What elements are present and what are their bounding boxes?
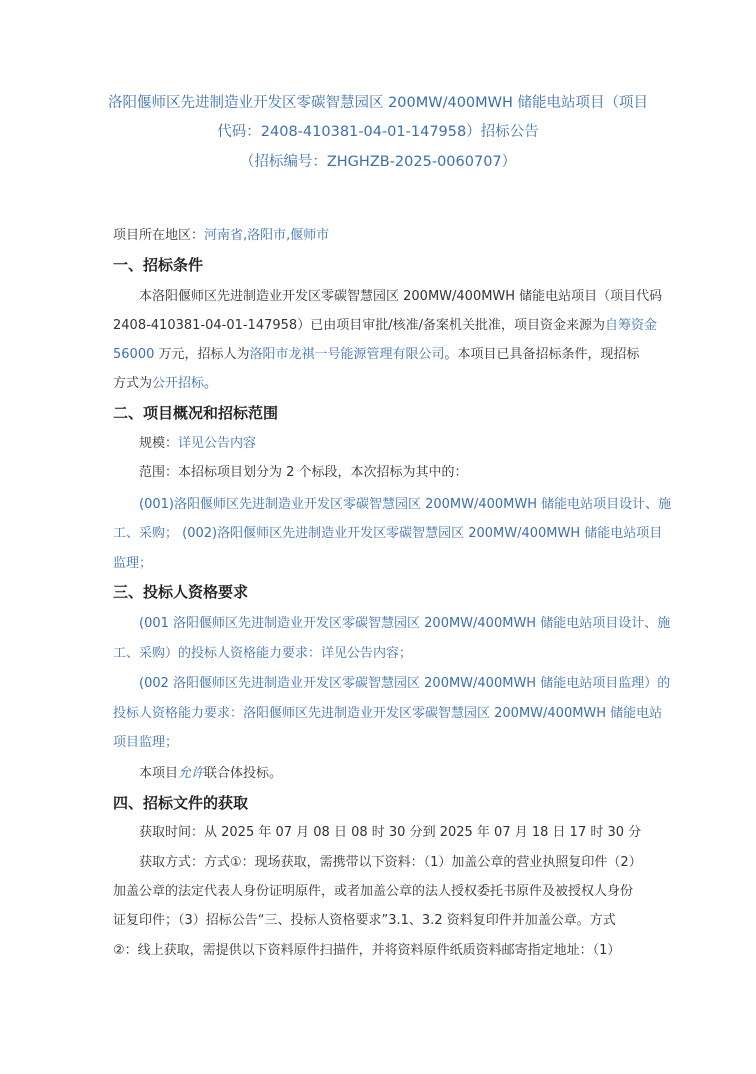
qual-2-line-3: 项目监理； (113, 735, 179, 750)
tender-method: 公开招标 (152, 376, 205, 391)
acquire-method-line-2: 加盖公章的法定代表人身份证明原件，或者加盖公章的法人授权委托书原件及被授权人身份 (113, 884, 634, 899)
s1-method-label: 方式为 (113, 376, 153, 391)
project-region (113, 221, 329, 250)
qual-2-line-1: (002 洛阳偃师区先进制造业开发区零碳智慧园区 200MW/400MWH 储能电站项目监理）的 (139, 676, 671, 691)
s1-line-1: 本洛阳偃师区先进制造业开发区零碳智慧园区 200MW/400MWH 储能电站项目（项目代码 (139, 289, 663, 304)
scale-line (139, 429, 256, 458)
lot-line-3: 监理； (113, 556, 153, 571)
acquire-method-line-1: 获取方式：方式①：现场获取，需携带以下资料：（1）加盖公章的营业执照复印件（2） (139, 855, 642, 870)
region-value: 河南省,洛阳市,偃师市 (204, 228, 330, 243)
section-3-heading: 三、投标人资格要求 (113, 583, 249, 601)
joint-allow: 允许 (178, 766, 205, 781)
bid-number: （招标编号：ZHGHZB-2025-0060707） (239, 154, 517, 170)
project-code: 2408-410381-04-01-147958 (113, 318, 298, 333)
section-4-heading: 四、招标文件的获取 (113, 794, 249, 812)
fund-source: 自筹资金 (604, 318, 657, 333)
section-2-heading: 二、项目概况和招标范围 (113, 404, 279, 422)
s1-line-2 (113, 311, 657, 340)
tender-owner: 洛阳市龙祺一号能源管理有限公司 (249, 347, 445, 362)
s1-period: 。 (204, 376, 218, 391)
s1-approval-text: ）已由项目审批/核准/备案机关批准，项目资金来源为 (297, 318, 605, 333)
joint-post: 联合体投标。 (204, 766, 283, 781)
joint-bid-line (139, 759, 282, 788)
qual-1-line-2: 工、采购）的投标人资格能力要求：详见公告内容； (113, 646, 413, 661)
s1-line-4 (113, 369, 217, 398)
section-1-heading: 一、招标条件 (113, 256, 204, 274)
fund-amount: 56000 (113, 347, 155, 362)
document-title (100, 89, 656, 147)
title-line-2: 代码：2408-410381-04-01-147958）招标公告 (217, 124, 539, 140)
acquire-method-line-4: ②：线上获取，需提供以下资料原件扫描件，并将资料原件纸质资料邮寄指定地址：（1） (113, 943, 621, 958)
s1-condition-text: 。本项目已具备招标条件，现招标 (444, 347, 640, 362)
s1-owner-label: 万元，招标人为 (154, 347, 250, 362)
lot-line-2: 工、采购； (002)洛阳偃师区先进制造业开发区零碳智慧园区 200MW/400MWH 储能电站项目 (113, 526, 663, 541)
scale-value: 详见公告内容 (178, 436, 257, 451)
qual-2-line-2: 投标人资格能力要求：洛阳偃师区先进制造业开发区零碳智慧园区 200MW/400MWH 储能电站 (113, 706, 663, 721)
lot-line-1: (001)洛阳偃师区先进制造业开发区零碳智慧园区 200MW/400MWH 储能电站项目设计、施 (139, 497, 672, 512)
joint-pre: 本项目 (139, 766, 179, 781)
s1-line-3 (113, 340, 640, 369)
acquire-method-line-3: 证复印件；（3）招标公告“三、投标人资格要求”3.1、3.2 资料复印件并加盖公章。方式 (113, 913, 616, 928)
title-line-1: 洛阳偃师区先进制造业开发区零碳智慧园区 200MW/400MWH 储能电站项目（项目 (107, 95, 649, 111)
scale-label: 规模： (139, 436, 179, 451)
range-line: 范围：本招标项目划分为 2 个标段，本次招标为其中的： (139, 465, 468, 480)
region-label: 项目所在地区： (113, 228, 205, 243)
acquire-time: 获取时间：从 2025 年 07 月 08 日 08 时 30 分到 2025 年 07 月 18 日 17 时 30 分 (139, 825, 642, 840)
qual-1-line-1: (001 洛阳偃师区先进制造业开发区零碳智慧园区 200MW/400MWH 储能电站项目设计、施 (139, 616, 671, 631)
